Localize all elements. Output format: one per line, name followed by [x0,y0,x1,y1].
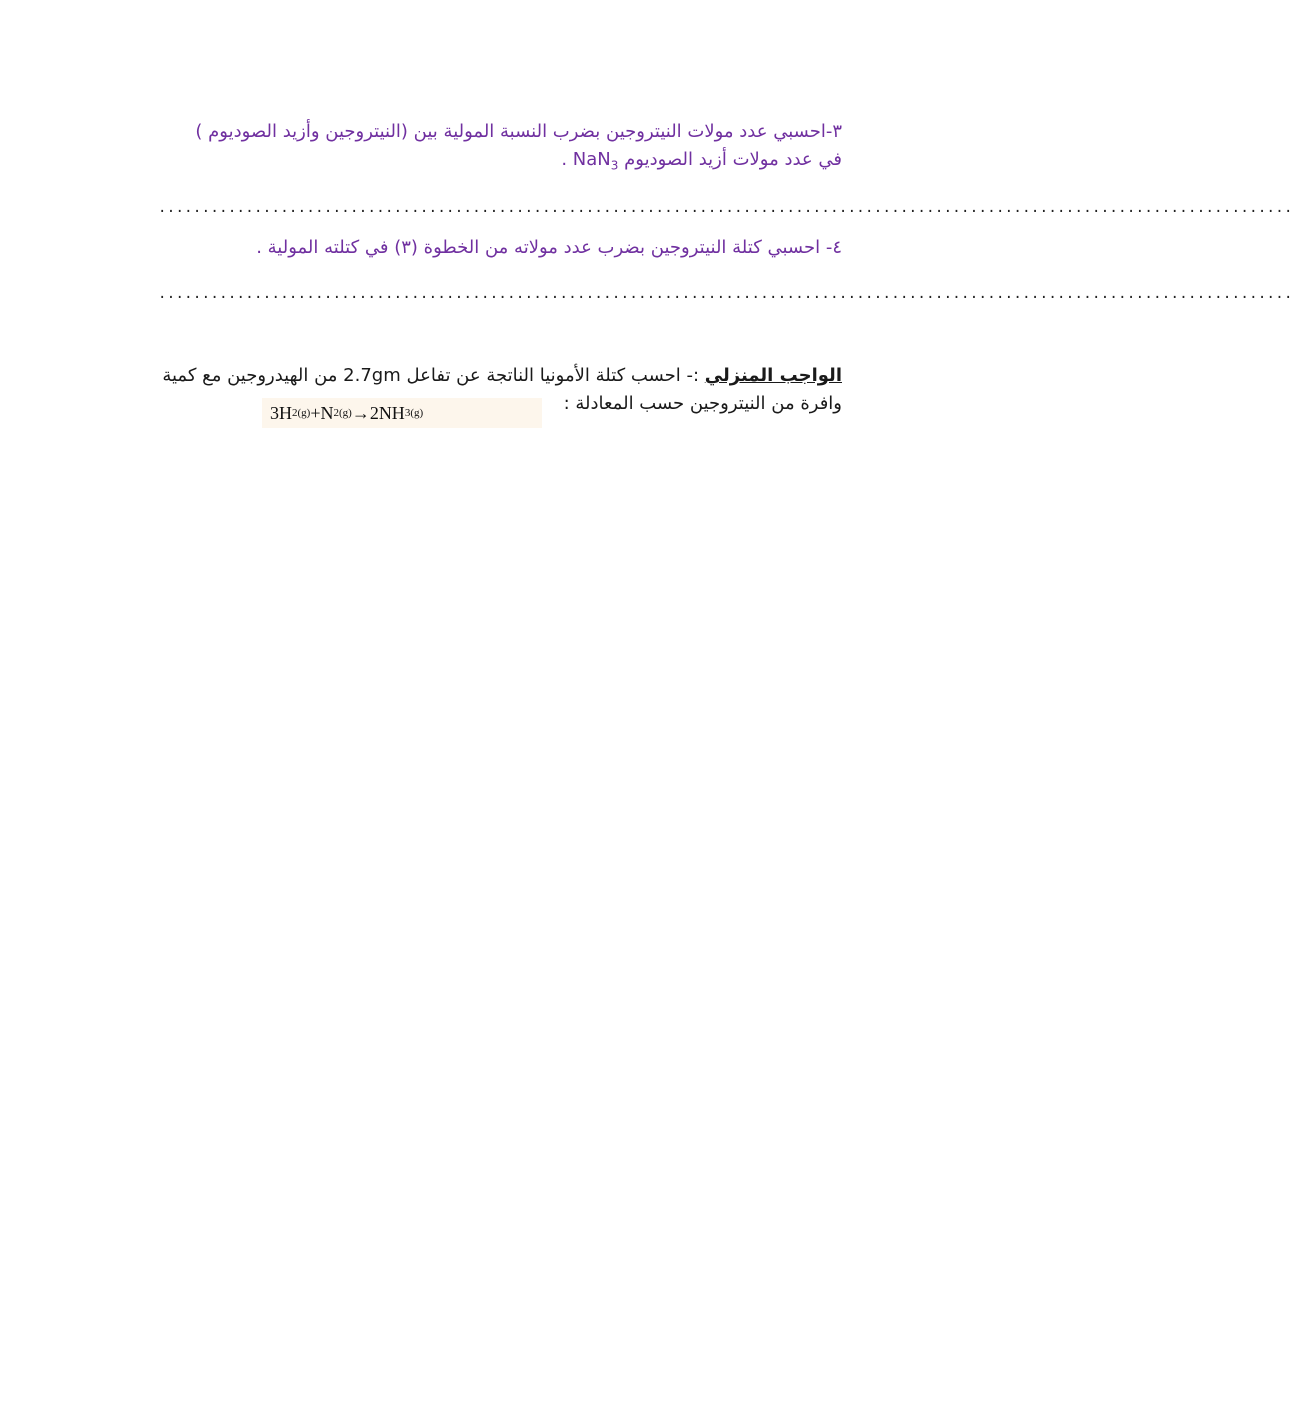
formula-main: NaN [572,149,611,170]
answer-line-2: .................................................................................................................................. [158,286,1293,302]
question-4-line: ٤- احسبي كتلة النيتروجين بضرب عدد مولاته من الخطوة (٣) في كتلته المولية . [256,237,842,258]
equation-sub-2: 2(g) [333,407,352,419]
formula-subscript: 3 [610,158,619,173]
equation-sub-1: 2(g) [292,407,311,419]
equation-sub-3: 3(g) [404,407,424,419]
question-3-line-2-prefix: في عدد مولات أزيد الصوديوم [624,149,842,170]
question-4 [150,234,842,262]
answer-line-1: .................................................................................................................................. [158,200,1293,216]
equation-term-3: →2NH [351,402,405,423]
question-3 [150,118,842,180]
question-3-line-1: ٣-احسبي عدد مولات النيتروجين بضرب النسبة المولية بين (النيتروجين وأزيد الصوديوم ) [195,121,842,142]
equation-term-1: 3H [270,402,292,423]
homework-label: الواجب المنزلي [704,365,842,386]
sodium-azide-formula [572,149,619,173]
question-3-line-2-suffix: . [561,149,573,170]
chemical-equation [262,398,542,428]
homework-line-2: وافرة من النيتروجين حسب المعادلة : [563,393,842,414]
homework-line-1-rest: :- احسب كتلة الأمونيا الناتجة عن تفاعل 2.7gm من الهيدروجين مع كمية [162,365,705,386]
homework-line-1 [150,362,842,390]
equation-term-2: +N [310,402,334,423]
question-3-line-2 [150,146,842,180]
